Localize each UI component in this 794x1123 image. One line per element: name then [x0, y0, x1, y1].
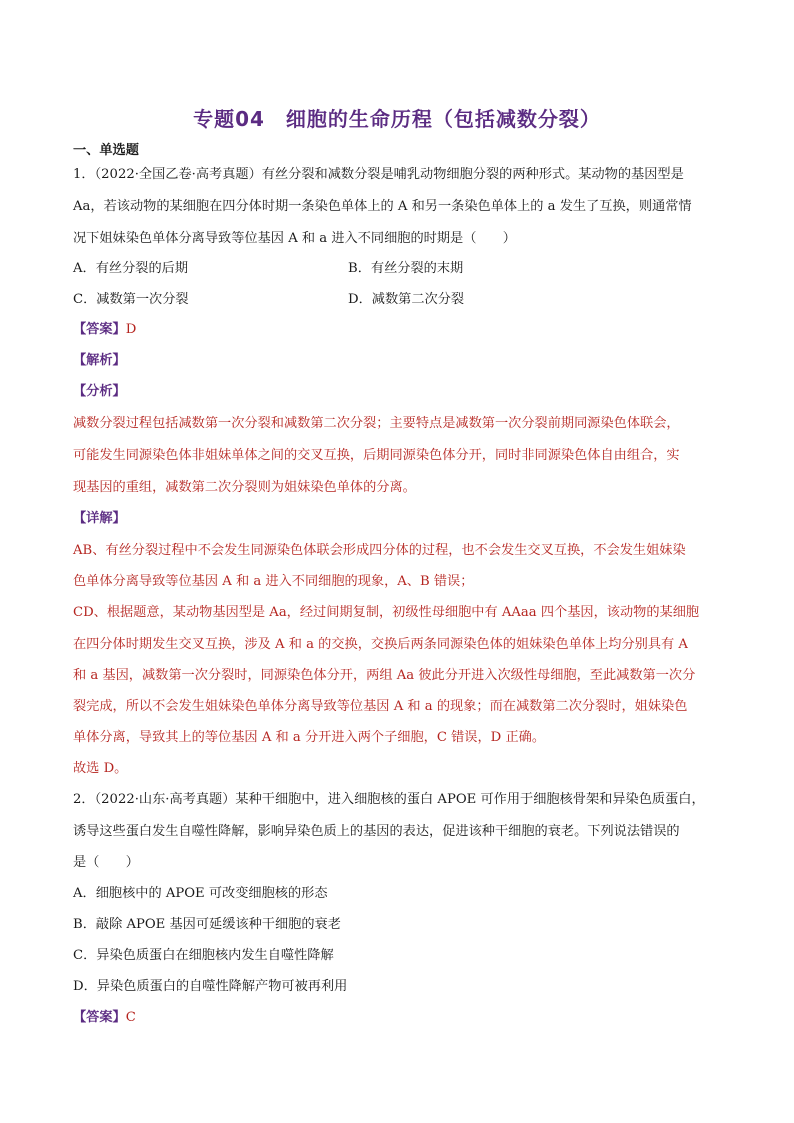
q1-answer	[73, 322, 733, 338]
xiangjie-line-5: 和 a 基因，减数第一次分裂时，同源染色体分开，两组 Aa 彼此分开进入次级性母细胞，至此减数第一次分	[73, 668, 696, 683]
page-title: 专题04 细胞的生命历程（包括减数分裂）	[193, 107, 601, 131]
q1-option-c: C．减数第一次分裂	[73, 292, 189, 307]
fenxi-label: 【分析】	[73, 384, 126, 399]
fenxi-line-2: 可能发生同源染色体非姐妹单体之间的交叉互换，后期同源染色体分开，同时非同源染色体自由组合，实	[73, 448, 680, 463]
answer-value: D	[125, 322, 137, 337]
section-heading: 一、单选题	[73, 143, 139, 158]
xiangjie-line-3: CD、根据题意，某动物基因型是 Aa，经过间期复制，初级性母细胞中有 AAaa 四个基因，该动物的某细胞	[73, 605, 700, 620]
q1-stem-line-3: 况下姐妹染色单体分离导致等位基因 A 和 a 进入不同细胞的时期是（ ）	[73, 231, 516, 246]
xiangjie-line-2: 色单体分离导致等位基因 A 和 a 进入不同细胞的现象，A、B 错误；	[73, 574, 474, 589]
answer-label: 【答案】	[73, 1010, 126, 1025]
xiangjie-line-7: 单体分离，导致其上的等位基因 A 和 a 分开进入两个子细胞，C 错误，D 正确。	[73, 730, 546, 745]
fenxi-line-1: 减数分裂过程包括减数第一次分裂和减数第二次分裂；主要特点是减数第一次分裂前期同源染色体联会，	[73, 416, 680, 431]
jiexi-label: 【解析】	[73, 353, 126, 368]
q1-option-b: B．有丝分裂的末期	[348, 261, 464, 276]
fenxi-line-3: 现基因的重组，减数第二次分裂则为姐妹染色单体的分离。	[73, 480, 416, 495]
q2-answer	[73, 1010, 733, 1026]
q2-option-a: A．细胞核中的 APOE 可改变细胞核的形态	[73, 886, 328, 901]
q2-option-c: C．异染色质蛋白在细胞核内发生自噬性降解	[73, 948, 334, 963]
q1-stem-line-1: 1．（2022·全国乙卷·高考真题）有丝分裂和减数分裂是哺乳动物细胞分裂的两种形式。某动物的基因型是	[73, 167, 684, 182]
q2-option-d: D．异染色质蛋白的自噬性降解产物可被再利用	[73, 979, 348, 994]
q2-stem-line-1: 2．（2022·山东·高考真题）某种干细胞中，进入细胞核的蛋白 APOE 可作用于细胞核骨架和异染色质蛋白，	[73, 792, 705, 807]
q1-option-d: D．减数第二次分裂	[348, 292, 465, 307]
q1-option-a: A．有丝分裂的后期	[73, 261, 189, 276]
xiangjie-line-6: 裂完成，所以不会发生姐妹染色单体分离导致等位基因 A 和 a 的现象；而在减数第二次分裂时，姐妹染色	[73, 699, 688, 714]
q2-stem-line-3: 是（ ）	[73, 855, 139, 870]
q2-option-b: B．敲除 APOE 基因可延缓该种干细胞的衰老	[73, 917, 341, 932]
xiangjie-line-1: AB、有丝分裂过程中不会发生同源染色体联会形成四分体的过程，也不会发生交叉互换，不会发生姐妹染	[73, 543, 686, 558]
xiangjie-label: 【详解】	[73, 511, 126, 526]
q1-stem-line-2: Aa，若该动物的某细胞在四分体时期一条染色单体上的 A 和另一条染色单体上的 a 发生了互换，则通常情	[73, 199, 692, 214]
q2-stem-line-2: 诱导这些蛋白发生自噬性降解，影响异染色质上的基因的表达，促进该种干细胞的衰老。下列说法错误的	[73, 824, 680, 839]
conclusion: 故选 D。	[73, 761, 128, 776]
answer-label: 【答案】	[73, 322, 126, 337]
xiangjie-line-4: 在四分体时期发生交叉互换，涉及 A 和 a 的交换，交换后两条同源染色体的姐妹染色单体上均分别具有 A	[73, 637, 688, 652]
answer-value: C	[125, 1010, 136, 1025]
